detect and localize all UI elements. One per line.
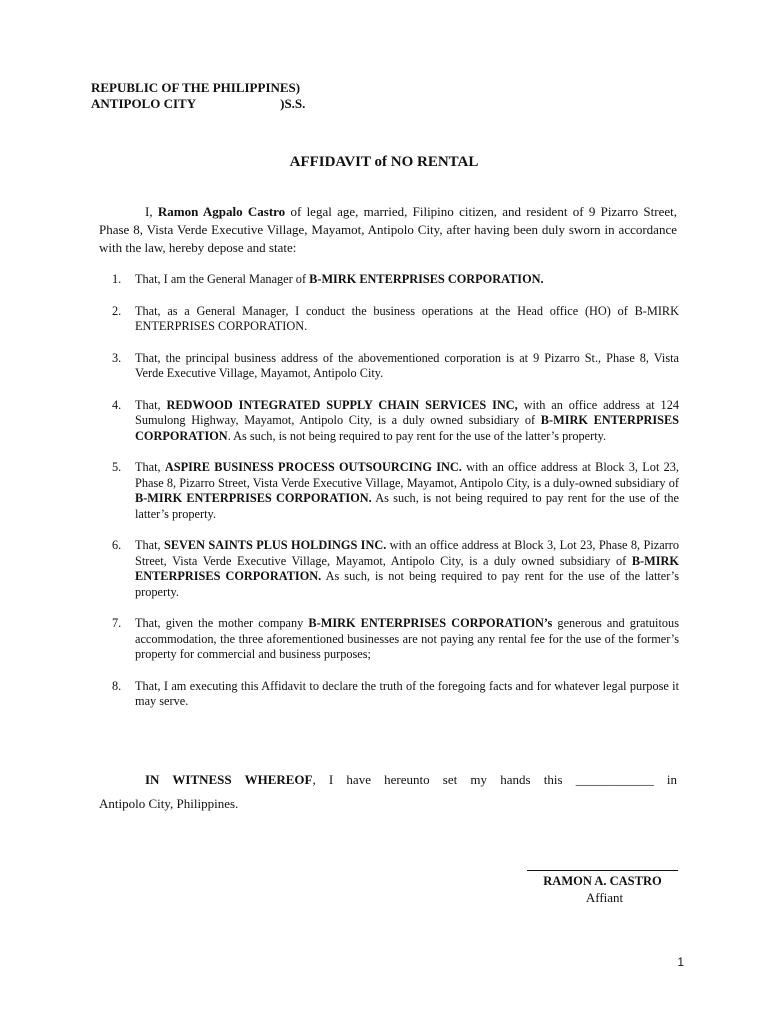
item-number: 2. [112, 303, 122, 318]
witness-heading: IN WITNESS WHEREOF [145, 772, 313, 787]
statement-item [112, 538, 679, 600]
signatory-role: Affiant [585, 890, 624, 905]
item-text: That, REDWOOD INTEGRATED SUPPLY CHAIN SERVICES INC, with an office address at 124 Sumulong Highway, Mayamot, Antipolo City, is a duly owned subsidiary of B-MIRK ENTERPRISES CORPORATION. As such, is not being required to pay rent for the use of the latter’s property. [135, 397, 679, 443]
item-number: 4. [112, 397, 122, 412]
item-number: 1. [112, 272, 122, 286]
statement-item [112, 616, 679, 663]
venue-line-republic: REPUBLIC OF THE PHILIPPINES) [91, 80, 301, 95]
item-number: 6. [112, 538, 122, 552]
item-number: 5. [112, 460, 122, 474]
signature-line [527, 870, 678, 871]
item-number: 3. [112, 350, 122, 365]
statement-item [112, 398, 679, 445]
item-number: 7. [112, 616, 122, 630]
statement-item [112, 460, 679, 522]
venue-block [91, 80, 305, 112]
venue-city: ANTIPOLO CITY [91, 96, 197, 111]
item-text: That, SEVEN SAINTS PLUS HOLDINGS INC. with an office address at Block 3, Lot 23, Phase 8, Pizarro Street, Vista Verde Executive Village, Mayamot, Antipolo City, is a duly owned subsidiary of B-MIRK ENTERPRISES CORPORATION. As such, is not being required to pay rent for the use of the latter’s property. [135, 538, 680, 599]
statement-list [112, 272, 679, 726]
witness-line-2: Antipolo City, Philippines. [99, 796, 239, 811]
venue-line-city [91, 96, 305, 112]
statement-item [112, 679, 679, 710]
item-text: That, given the mother company B-MIRK ENTERPRISES CORPORATION’s generous and gratuitous accommodation, the three aforementioned businesses are not paying any rental fee for the use of the former’s property for commercial and business purposes; [135, 616, 679, 661]
statement-item [112, 304, 679, 335]
venue-ss: )S.S. [280, 96, 306, 111]
affiant-name: Ramon Agpalo Castro [157, 204, 286, 219]
page-number: 1 [677, 955, 684, 969]
witness-line-1: IN WITNESS WHEREOF, I have hereunto set my hands this ____________ in [145, 772, 677, 787]
item-text: That, I am executing this Affidavit to declare the truth of the foregoing facts and for whatever legal purpose it may serve. [135, 678, 679, 708]
signatory-name: RAMON A. CASTRO [543, 874, 662, 888]
statement-item [112, 272, 679, 288]
item-text: That, as a General Manager, I conduct the business operations at the Head office (HO) of B-MIRK ENTERPRISES CORPORATION. [135, 303, 679, 333]
document-title: AFFIDAVIT of NO RENTAL [289, 154, 479, 170]
intro-paragraph: I, Ramon Agpalo Castro of legal age, married, Filipino citizen, and resident of 9 Pizarro Street, Phase 8, Vista Verde Executive Village, Mayamot, Antipolo City, after having been duly sworn in accordance with the law, hereby depose and state: [99, 204, 677, 255]
item-text: That, ASPIRE BUSINESS PROCESS OUTSOURCING INC. with an office address at Block 3, Lot 23, Phase 8, Pizarro Street, Vista Verde Executive Village, Mayamot, Antipolo City, is a duly-owned subsidiary of B-MIRK ENTERPRISES CORPORATION. As such, is not being required to pay rent for the use of the latter’s property. [135, 460, 680, 521]
witness-clause [99, 768, 677, 816]
statement-item [112, 351, 679, 382]
item-text: That, the principal business address of the abovementioned corporation is at 9 Pizarro St., Phase 8, Vista Verde Executive Village, Mayamot, Antipolo City. [135, 350, 679, 380]
item-number: 8. [112, 678, 122, 693]
item-text: That, I am the General Manager of B-MIRK ENTERPRISES CORPORATION. [135, 272, 544, 286]
